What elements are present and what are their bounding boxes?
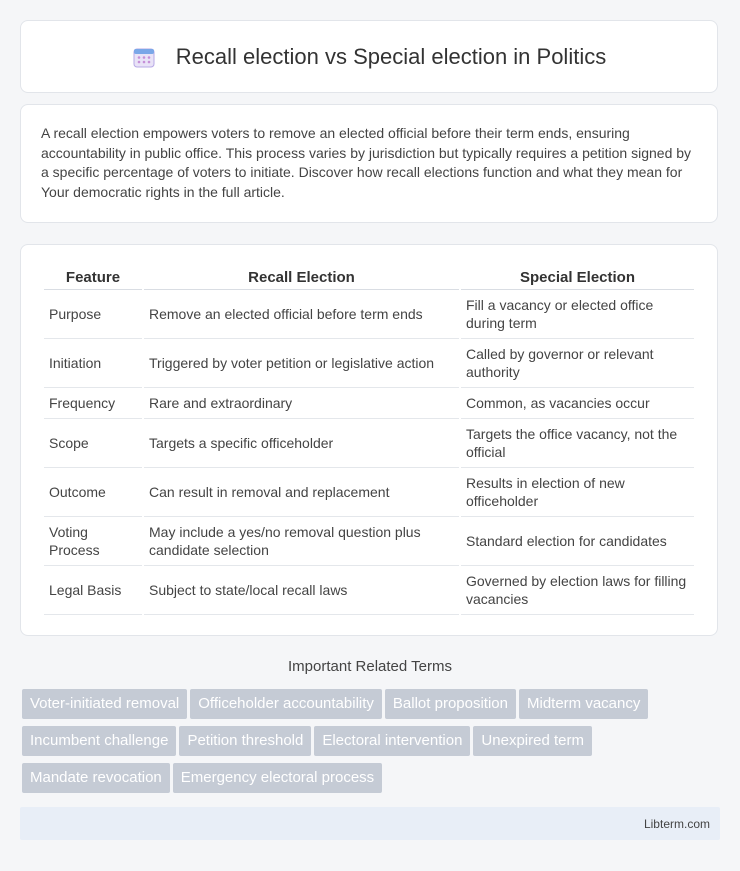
header-feature: Feature <box>44 265 142 290</box>
footer-site-link[interactable]: Libterm.com <box>643 816 710 831</box>
footer <box>20 807 720 840</box>
cell-special: Results in election of new officeholder <box>461 468 694 517</box>
header-recall: Recall Election <box>144 265 459 290</box>
related-term-tag[interactable]: Officeholder accountability <box>190 689 382 719</box>
cell-recall: May include a yes/no removal question plus candidate selection <box>144 517 459 566</box>
related-term-tag[interactable]: Electoral intervention <box>314 726 470 756</box>
comparison-card <box>20 244 718 636</box>
cell-recall: Subject to state/local recall laws <box>144 566 459 615</box>
cell-feature: Voting Process <box>44 517 142 566</box>
calendar-icon <box>132 45 156 69</box>
cell-feature: Initiation <box>44 339 142 388</box>
cell-feature: Scope <box>44 419 142 468</box>
cell-feature: Legal Basis <box>44 566 142 615</box>
related-term-tag[interactable]: Petition threshold <box>179 726 311 756</box>
table-row <box>44 419 694 468</box>
table-row <box>44 388 694 419</box>
header-card <box>20 20 718 93</box>
cell-feature: Purpose <box>44 290 142 339</box>
intro-card <box>20 104 718 223</box>
cell-special: Fill a vacancy or elected office during term <box>461 290 694 339</box>
cell-recall: Remove an elected official before term ends <box>144 290 459 339</box>
related-terms-title: Important Related Terms <box>288 658 452 675</box>
related-terms-tags <box>22 689 722 800</box>
cell-feature: Frequency <box>44 388 142 419</box>
related-term-tag[interactable]: Voter-initiated removal <box>22 689 187 719</box>
header-special: Special Election <box>461 265 694 290</box>
related-term-tag[interactable]: Emergency electoral process <box>173 763 382 793</box>
cell-special: Common, as vacancies occur <box>461 388 694 419</box>
cell-special: Standard election for candidates <box>461 517 694 566</box>
intro-text: A recall election empowers voters to remove an elected official before their term ends, ensuring accountability in public office. This process varies by jurisdiction but typically requires a petition signed by a specific percentage of voters to initiate. Discover how recall elections function and what they mean for Your democratic rights in the full article. <box>41 125 692 200</box>
related-term-tag[interactable]: Incumbent challenge <box>22 726 176 756</box>
page-title: Recall election vs Special election in Politics <box>175 43 607 69</box>
cell-special: Called by governor or relevant authority <box>461 339 694 388</box>
table-row <box>44 468 694 517</box>
table-row <box>44 566 694 615</box>
cell-feature: Outcome <box>44 468 142 517</box>
cell-special: Governed by election laws for filling vacancies <box>461 566 694 615</box>
cell-special: Targets the office vacancy, not the official <box>461 419 694 468</box>
comparison-table <box>42 265 696 615</box>
cell-recall: Targets a specific officeholder <box>144 419 459 468</box>
related-term-tag[interactable]: Midterm vacancy <box>519 689 648 719</box>
cell-recall: Can result in removal and replacement <box>144 468 459 517</box>
table-row <box>44 290 694 339</box>
cell-recall: Triggered by voter petition or legislative action <box>144 339 459 388</box>
related-term-tag[interactable]: Mandate revocation <box>22 763 170 793</box>
related-term-tag[interactable]: Ballot proposition <box>385 689 516 719</box>
related-term-tag[interactable]: Unexpired term <box>473 726 592 756</box>
table-row <box>44 517 694 566</box>
cell-recall: Rare and extraordinary <box>144 388 459 419</box>
table-row <box>44 339 694 388</box>
